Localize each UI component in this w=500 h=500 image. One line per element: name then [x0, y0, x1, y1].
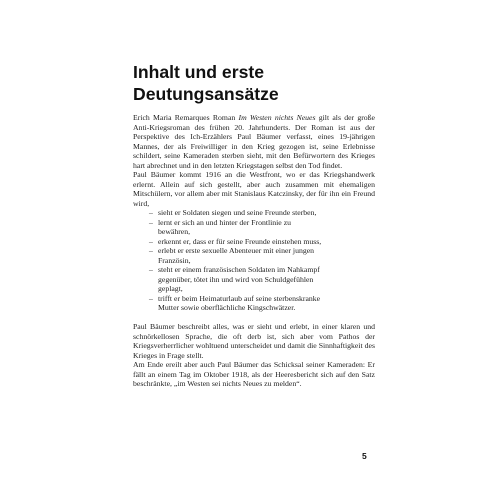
intro-paragraph — [133, 113, 375, 170]
chapter-heading-line-1: Inhalt und erste — [133, 62, 264, 82]
list-item-text: sieht er Soldaten siegen und seine Freunde sterben, — [158, 208, 317, 217]
experience-list — [133, 208, 375, 313]
list-item — [149, 237, 323, 247]
list-item — [149, 208, 323, 218]
list-item — [149, 218, 323, 237]
list-item-text: trifft er beim Heimaturlaub auf seine sterbenskranke Mutter sowie oberflächliche Kingschwätzer. — [158, 293, 321, 312]
chapter-heading — [133, 61, 433, 105]
style-paragraph: Paul Bäumer beschreibt alles, was er sieht und erlebt, in einer klaren und schnörkellosen Sprache, die oft derb ist, sich aber vom Pathos der Kriegsverherrlicher wohltuend unterscheidet und damit die Sinnhaftigkeit des Krieges in Frage stellt. — [133, 322, 375, 360]
chapter-heading-line-2: Deutungsansätze — [133, 84, 279, 104]
list-item — [149, 294, 323, 313]
dash-marker: – — [149, 293, 153, 303]
dash-marker: – — [149, 265, 153, 274]
list-item-text: erlebt er erste sexuelle Abenteuer mit einer jungen Französin, — [158, 246, 315, 265]
list-item — [149, 246, 323, 265]
plot-paragraph: Paul Bäumer kommt 1916 an die Westfront, wo er das Kriegshandwerk erlernt. Allein auf sich gestellt, aber auch zusammen mit ehemaligen Mitschülern, vor allem aber mit Stanislaus Katczinsky, der für ihn ein Freund wird, — [133, 170, 375, 208]
novel-title: Im Westen nichts Neues — [238, 113, 316, 122]
body-text — [133, 113, 375, 389]
list-item-text: lernt er sich an und hinter der Frontlinie zu bewähren, — [158, 217, 292, 236]
page-number: 5 — [362, 451, 367, 461]
dash-marker: – — [149, 246, 153, 255]
list-item — [149, 265, 323, 294]
ending-paragraph: Am Ende ereilt aber auch Paul Bäumer das Schicksal seiner Kameraden: Er fällt an einem Tag im Oktober 1918, als der Heeresbericht sich auf den Satz beschränkte, „im Westen sei nichts Neues zu melden“. — [133, 360, 375, 388]
intro-text-after-title: gilt als der große Anti-Kriegsroman des frühen 20. Jahrhunderts. Der Roman ist aus der Perspektive des Ich-Erzählers Paul Bäumer verfasst, eines 19-jährigen Mannes, der als Freiwilliger in den Krieg gezogen ist, seine Erlebnisse schildert, seine Kameraden sterben sieht, mit den Befürwortern des Krieges hart abrechnet und in den letzten Kriegstagen selbst den Tod findet. — [133, 113, 375, 170]
list-item-text: steht er einem französischen Soldaten im Nahkampf gegenüber, tötet ihn und wird von Schuldgefühlen geplagt, — [158, 265, 320, 293]
list-item-text: erkennt er, dass er für seine Freunde einstehen muss, — [158, 236, 322, 246]
intro-text-before-title: Erich Maria Remarques Roman — [133, 113, 239, 122]
dash-marker: – — [149, 236, 153, 246]
dash-marker: – — [149, 217, 153, 227]
dash-marker: – — [149, 208, 153, 217]
